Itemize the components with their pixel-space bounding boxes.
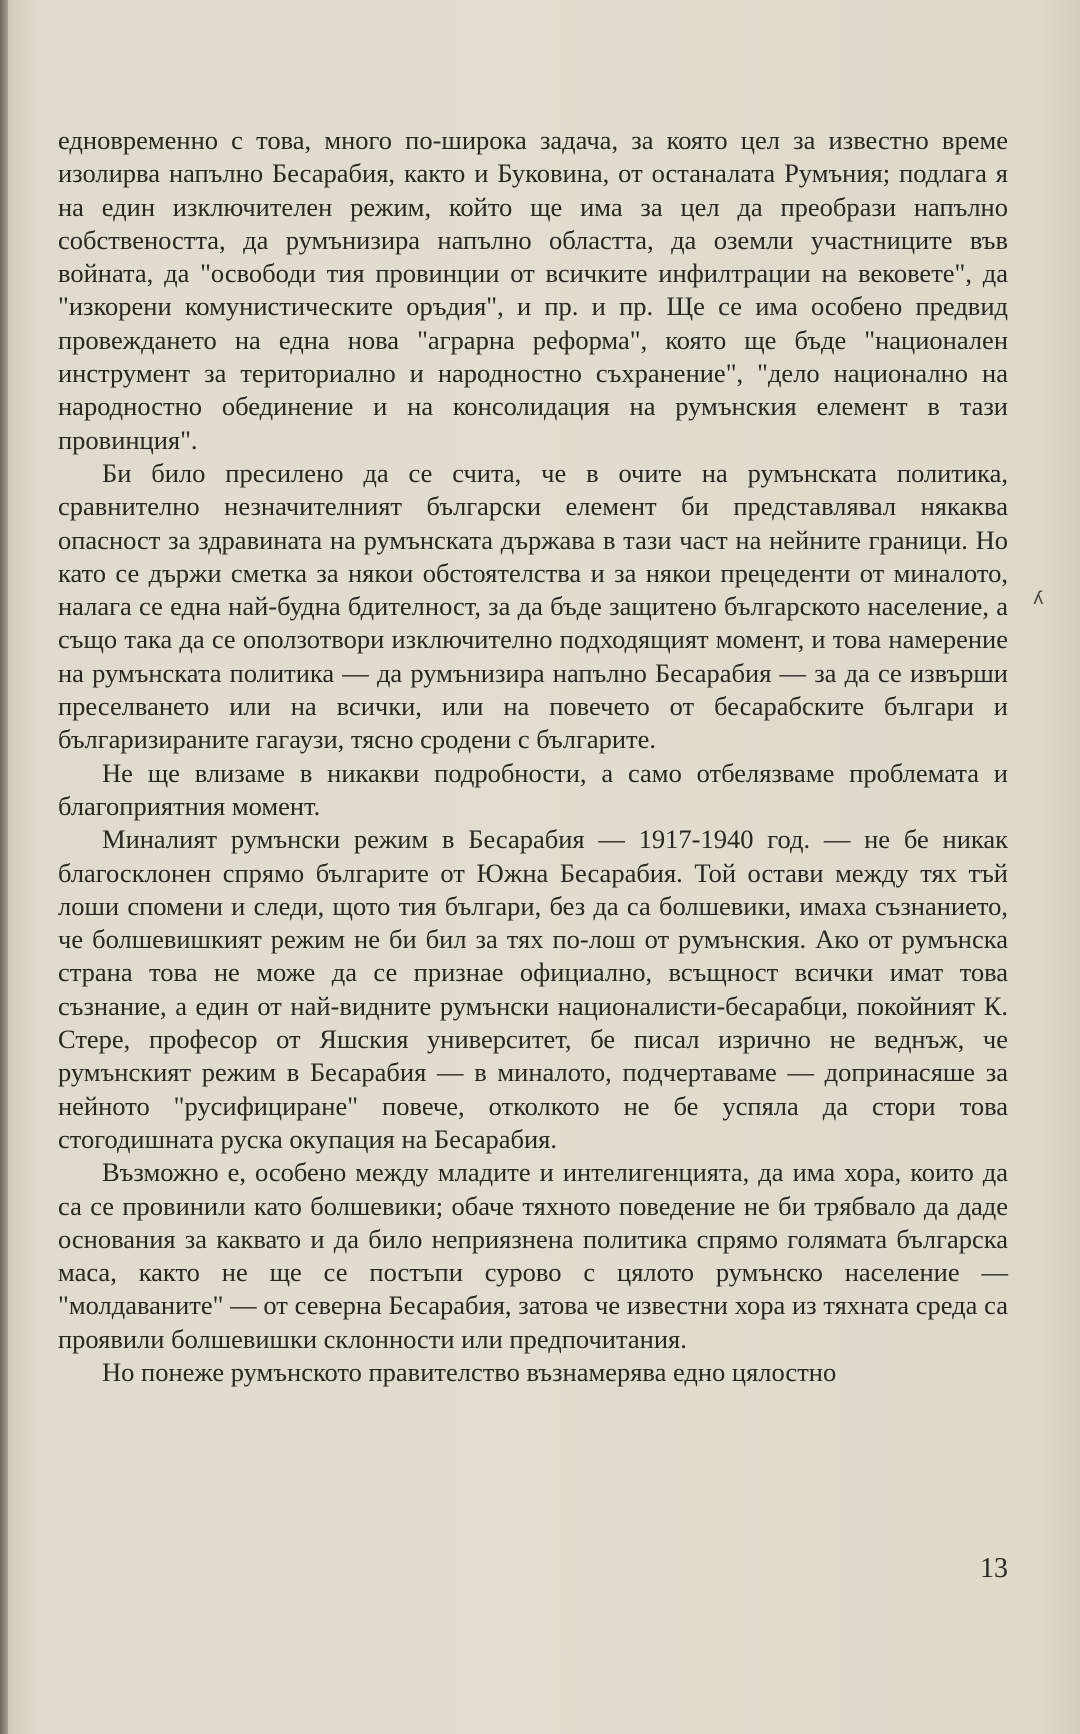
body-text: [58, 124, 1008, 1389]
paragraph-6: Но понеже румънското правителство възнамерява едно цялостно: [102, 1356, 837, 1387]
paragraph-5: Възможно е, особено между младите и интелигенцията, да има хора, които да са се провинили като болшевики; обаче тяхното поведение не би трябвало да даде основания за каквато и да било неприязнена политика спрямо голямата българска маса, както не ще се постъпи сурово с цялото румънско население — "молдаваните" — от северна Бесарабия, затова че известни хора из тяхната среда са проявили болшевишки склонности или предпочитания.: [58, 1157, 1008, 1354]
paragraph-2: Би било пресилено да се счита, че в очите на румънската политика, сравнително незначителният български елемент би представлявал някаква опасност за здравината на румънската държава в тази част на нейните граници. Но като се държи сметка за някои обстоятелства и за някои прецеденти от миналото, налага се една най-будна бдителност, за да бъде защитено българското население, а също така да се оползотвори изключително подходящият момент, и това намерение на румънската политика — да румънизира напълно Бесарабия — за да се извърши преселването или на всички, или на повечето от бесарабските българи и българизираните гагаузи, тясно сродени с българите.: [58, 457, 1008, 755]
page-spine-shadow: [0, 0, 8, 1734]
page-number: 13: [980, 1553, 1008, 1584]
paragraph-1: едновременно с това, много по-широка задача, за която цел за известно време изолирва напълно Бесарабия, както и Буковина, от останалата Румъния; подлага я на един изключителен режим, който ще има за цел да преобрази напълно собствеността, да румънизира напълно областта, да оземли участниците във войната, да "освободи тия провинции от всичките инфилтрации на вековете", да "изкорени комунистическите оръдия", и пр. и пр. Ще се има особено предвид провеждането на една нова "аграрна реформа", която ще бъде "национален инструмент за териториално и народностно съхранение", "дело национално на народностно обединение и на консолидация на румънския елемент в тази провинция".: [58, 125, 1008, 455]
paragraph-3: Не ще влизаме в никакви подробности, а само отбелязваме проблемата и благоприятния момент.: [58, 757, 1008, 821]
paragraph-4: Миналият румънски режим в Бесарабия — 1917-1940 год. — не бе никак благосклонен спрямо българите от Южна Бесарабия. Той остави между тях тъй лоши спомени и следи, щото тия българи, без да са болшевики, имаха съзнанието, че болшевишкият режим не би бил за тях по-лош от румънския. Ако от румънска страна това не може да се признае официално, всъщност всички имат това съзнание, а един от най-видните румънски националисти-бесарабци, покойният К. Стере, професор от Яшския университет, бе писал изрично не веднъж, че румънският режим в Бесарабия — в миналото, подчертаваме — допринасяше за нейното "русифициране" повече, отколкото не бе успяла да стори това стогодишната руска окупация на Бесарабия.: [58, 824, 1008, 1154]
margin-pencil-mark: ʎ: [1033, 588, 1044, 609]
